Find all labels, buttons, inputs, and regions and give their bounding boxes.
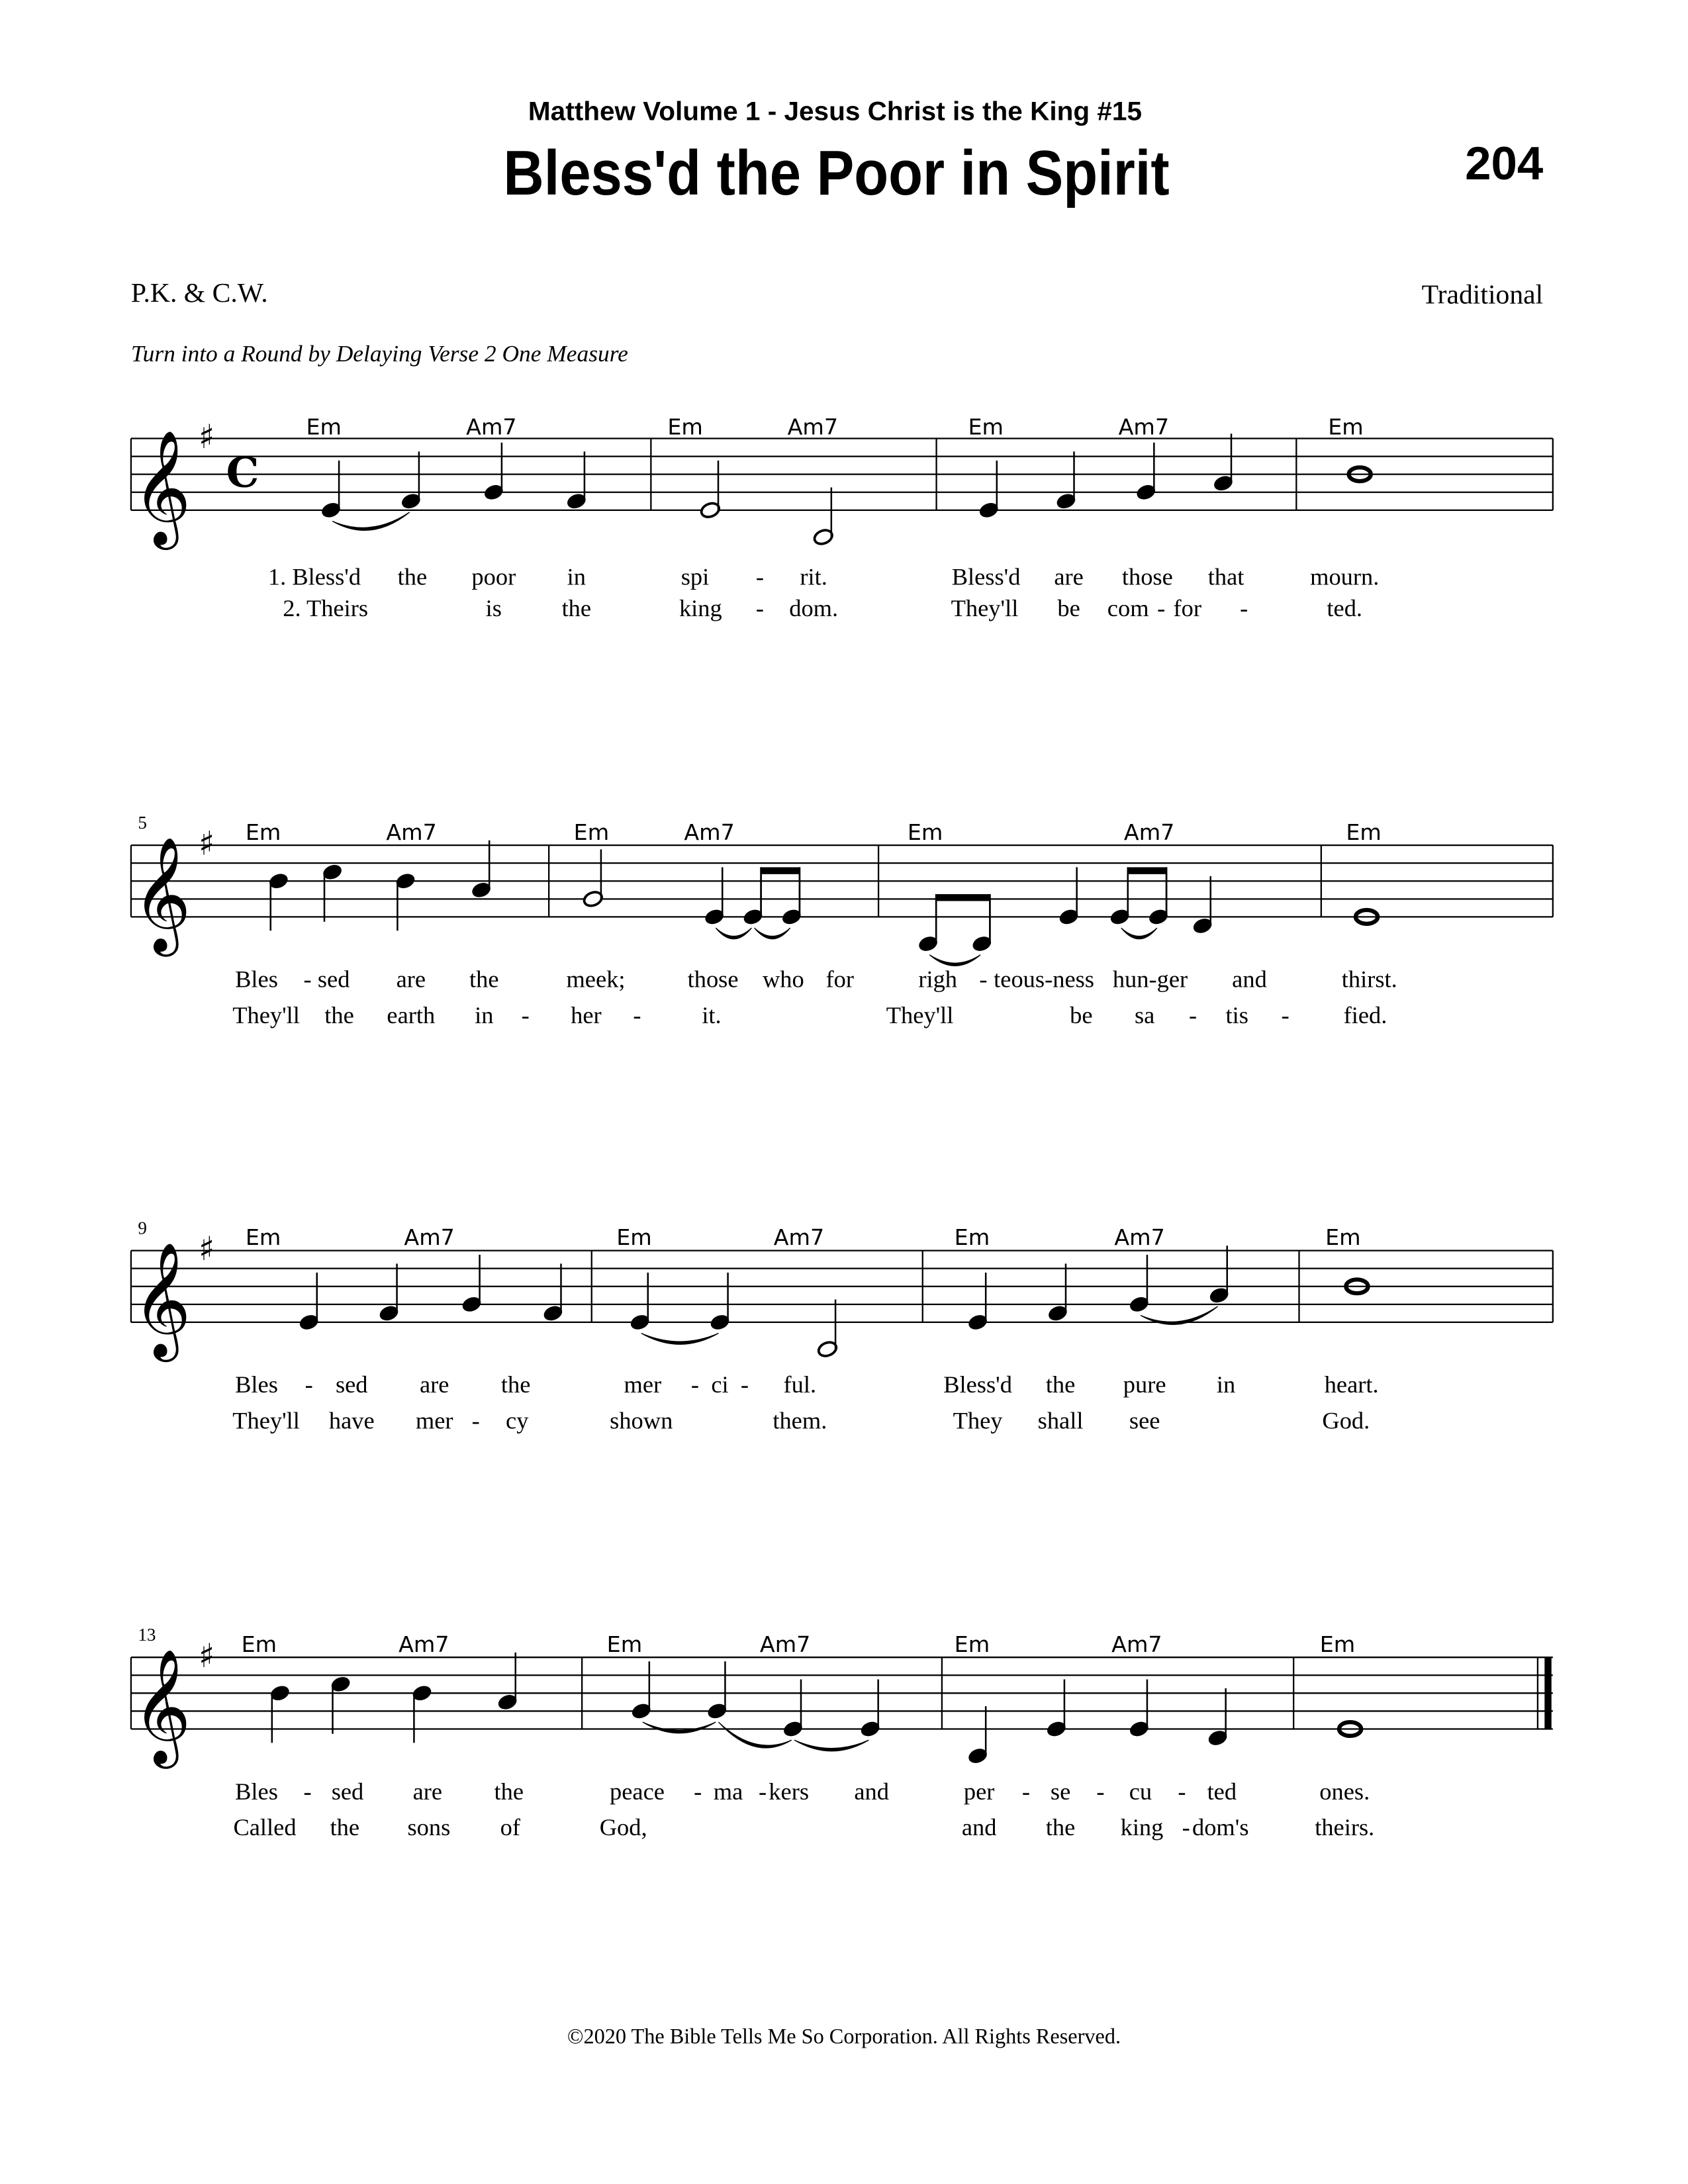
verse1-lyric-syllable: and [1232, 966, 1267, 993]
verse1-lyric-syllable: that [1207, 563, 1244, 590]
verse2-lyric-syllable: - [1182, 1813, 1190, 1841]
verse1-lyric-syllable: spi [680, 563, 710, 590]
verse2-lyric-syllable: shall [1037, 1407, 1084, 1434]
verse2-lyric-syllable: sons [407, 1813, 451, 1841]
verse2-lyric-syllable: dom. [789, 595, 839, 622]
verse1-lyric-syllable: hun-ger [1112, 966, 1188, 993]
performance-instruction: Turn into a Round by Delaying Verse 2 One Measure [130, 340, 628, 367]
song-number: 204 [1465, 137, 1544, 190]
verse2-lyric-syllable: the [1045, 1813, 1076, 1841]
verse2-lyric-syllable: - [471, 1407, 480, 1434]
verse1-lyric-syllable: ful. [783, 1371, 817, 1398]
chord-symbol: Am7 [1111, 1631, 1162, 1657]
verse1-lyric-syllable: - [694, 1778, 702, 1805]
measure-number: 5 [138, 813, 147, 833]
chord-symbol: Em [667, 414, 703, 440]
verse1-lyric-syllable: - [303, 1778, 312, 1805]
lyricist-credit: P.K. & C.W. [130, 278, 268, 309]
verse1-lyric-syllable: ones. [1319, 1778, 1370, 1805]
verse2-lyric-syllable: king [679, 595, 722, 622]
verse1-lyric-syllable: cu [1129, 1778, 1152, 1805]
verse1-lyric-syllable: - [740, 1371, 749, 1398]
chord-symbol: Am7 [684, 819, 735, 845]
verse1-lyric-syllable: in [1216, 1371, 1236, 1398]
verse1-lyric-syllable: poor [471, 563, 516, 590]
chord-symbol: Am7 [399, 1631, 449, 1657]
verse1-lyric-syllable: for [825, 966, 854, 993]
verse1-lyric-syllable: teous-ness [994, 966, 1094, 993]
verse1-lyric-syllable: Bles [235, 1371, 278, 1398]
verse2-lyric-syllable: earth [387, 1001, 436, 1028]
chord-symbol: Em [616, 1224, 652, 1251]
chord-symbol: Am7 [759, 1631, 811, 1657]
verse1-lyric-syllable: - [305, 1371, 313, 1398]
verse2-lyric-syllable: and [961, 1813, 997, 1841]
verse2-lyric-syllable: - [755, 595, 764, 622]
verse2-lyric-syllable: ted. [1327, 595, 1363, 622]
verse1-lyric-syllable: rit. [800, 563, 827, 590]
verse1-lyric-syllable: those [1121, 563, 1173, 590]
verse1-lyric-syllable: ted [1207, 1778, 1237, 1805]
verse1-lyric-syllable: - [1178, 1778, 1186, 1805]
chord-symbol: Em [573, 819, 610, 845]
verse1-lyric-syllable: are [412, 1778, 443, 1805]
chord-symbol: Em [606, 1631, 643, 1657]
verse2-lyric-syllable: dom's [1192, 1813, 1249, 1841]
verse1-lyric-syllable: sed [317, 966, 350, 993]
verse2-lyric-syllable: They'll [232, 1407, 300, 1434]
chord-symbol: Em [245, 1224, 281, 1251]
verse2-lyric-syllable: They [953, 1407, 1003, 1434]
verse2-lyric-syllable: - [633, 1001, 641, 1028]
verse1-lyric-syllable: the [494, 1778, 524, 1805]
chord-symbol: Em [245, 819, 281, 845]
chord-symbol: Em [968, 414, 1004, 440]
verse1-lyric-syllable: Bless'd [943, 1371, 1012, 1398]
verse2-lyric-syllable: king [1120, 1813, 1164, 1841]
verse2-lyric-syllable: the [561, 595, 592, 622]
beam [936, 894, 990, 901]
verse1-lyric-syllable: - [303, 966, 312, 993]
chord-symbol: Em [907, 819, 943, 845]
verse2-lyric-syllable: They'll [232, 1001, 300, 1028]
treble-clef-icon: 𝄞 [132, 1242, 191, 1357]
verse1-lyric-syllable: sed [331, 1778, 364, 1805]
verse1-lyric-syllable: Bles [235, 966, 278, 993]
verse1-lyric-syllable: in [567, 563, 586, 590]
chord-symbol: Em [1319, 1631, 1356, 1657]
verse1-lyric-syllable: the [500, 1371, 531, 1398]
verse2-lyric-syllable: her [571, 1001, 602, 1028]
verse1-lyric-syllable: are [396, 966, 426, 993]
verse2-lyric-syllable: shown [610, 1407, 673, 1434]
verse2-lyric-syllable: be [1070, 1001, 1093, 1028]
chord-symbol: Em [1346, 819, 1382, 845]
verse1-lyric-syllable: Bless'd [951, 563, 1021, 590]
verse2-lyric-syllable: Called [233, 1813, 297, 1841]
verse2-lyric-syllable: of [500, 1813, 521, 1841]
verse2-lyric-syllable: be [1057, 595, 1080, 622]
verse1-lyric-syllable: the [469, 966, 499, 993]
chord-symbol: Am7 [787, 414, 839, 440]
chord-symbol: Em [954, 1631, 990, 1657]
verse1-lyric-syllable: peace [610, 1778, 665, 1805]
verse2-lyric-syllable: it. [702, 1001, 722, 1028]
beam [761, 867, 800, 874]
verse1-lyric-syllable: per [963, 1778, 995, 1805]
verse1-lyric-syllable: 1. Bless'd [267, 563, 361, 590]
final-barline-thick [1544, 1657, 1551, 1729]
key-signature-sharp-icon: ♯ [199, 824, 215, 863]
verse1-lyric-syllable: righ [918, 966, 958, 993]
measure-number: 9 [138, 1218, 147, 1238]
verse2-lyric-syllable: is [485, 595, 502, 622]
verse1-lyric-syllable: - [759, 1778, 767, 1805]
verse2-lyric-syllable: They'll [886, 1001, 954, 1028]
verse1-lyric-syllable: - [979, 966, 988, 993]
verse2-lyric-syllable: the [324, 1001, 354, 1028]
verse2-lyric-syllable: God. [1322, 1407, 1370, 1434]
chord-symbol: Em [1325, 1224, 1361, 1251]
verse2-lyric-syllable: have [328, 1407, 375, 1434]
verse2-lyric-syllable: in [475, 1001, 494, 1028]
verse1-lyric-syllable: those [687, 966, 739, 993]
verse1-lyric-syllable: Bles [235, 1778, 278, 1805]
verse1-lyric-syllable: thirst. [1341, 966, 1397, 993]
verse1-lyric-syllable: mourn. [1310, 563, 1380, 590]
measure-number: 13 [138, 1625, 156, 1645]
verse1-lyric-syllable: are [1054, 563, 1084, 590]
copyright-notice: ©2020 The Bible Tells Me So Corporation. All Rights Reserved. [567, 2024, 1121, 2048]
key-signature-sharp-icon: ♯ [199, 1636, 215, 1675]
treble-clef-icon: 𝄞 [132, 837, 191, 952]
verse1-lyric-syllable: and [854, 1778, 889, 1805]
verse1-lyric-syllable: sed [335, 1371, 368, 1398]
verse1-lyric-syllable: meek; [566, 966, 626, 993]
verse2-lyric-syllable: see [1129, 1407, 1160, 1434]
verse1-lyric-syllable: mer [624, 1371, 662, 1398]
verse2-lyric-syllable: - [1157, 595, 1166, 622]
verse2-lyric-syllable: them. [773, 1407, 827, 1434]
verse1-lyric-syllable: - [690, 1371, 700, 1398]
chord-symbol: Am7 [773, 1224, 825, 1251]
verse1-lyric-syllable: heart. [1324, 1371, 1379, 1398]
chord-symbol: Am7 [386, 819, 437, 845]
verse1-lyric-syllable: kers [769, 1778, 810, 1805]
verse1-lyric-syllable: ci [711, 1371, 729, 1398]
chord-symbol: Am7 [1114, 1224, 1165, 1251]
verse2-lyric-syllable: cy [506, 1407, 529, 1434]
beam [1128, 867, 1166, 874]
treble-clef-icon: 𝄞 [132, 1649, 191, 1764]
verse1-lyric-syllable: the [397, 563, 428, 590]
chord-symbol: Am7 [1118, 414, 1170, 440]
verse1-lyric-syllable: pure [1123, 1371, 1166, 1398]
verse1-lyric-syllable: are [420, 1371, 449, 1398]
verse2-lyric-syllable: - [1240, 595, 1248, 622]
verse2-lyric-syllable: - [1281, 1001, 1289, 1028]
verse2-lyric-syllable: for [1173, 595, 1201, 622]
chord-symbol: Am7 [404, 1224, 455, 1251]
verse2-lyric-syllable: - [1189, 1001, 1197, 1028]
verse2-lyric-syllable: They'll [951, 595, 1019, 622]
collection-subtitle: Matthew Volume 1 - Jesus Christ is the King #15 [528, 97, 1142, 126]
composer-credit: Traditional [1421, 279, 1544, 310]
chord-symbol: Am7 [1123, 819, 1175, 845]
verse2-lyric-syllable: God, [599, 1813, 647, 1841]
verse1-lyric-syllable: who [762, 966, 804, 993]
song-title: Bless'd the Poor in Spirit [503, 137, 1170, 208]
verse2-lyric-syllable: 2. Theirs [283, 595, 369, 622]
verse2-lyric-syllable: - [521, 1001, 530, 1028]
key-signature-sharp-icon: ♯ [199, 418, 215, 457]
verse1-lyric-syllable: - [1021, 1778, 1031, 1805]
verse2-lyric-syllable: fied. [1343, 1001, 1387, 1028]
verse2-lyric-syllable: sa [1134, 1001, 1155, 1028]
verse2-lyric-syllable: tis [1225, 1001, 1248, 1028]
verse1-lyric-syllable: se [1050, 1778, 1071, 1805]
verse1-lyric-syllable: the [1045, 1371, 1076, 1398]
chord-symbol: Em [954, 1224, 990, 1251]
verse2-lyric-syllable: the [330, 1813, 360, 1841]
treble-clef-icon: 𝄞 [132, 430, 191, 545]
key-signature-sharp-icon: ♯ [199, 1230, 215, 1269]
verse1-lyric-syllable: - [755, 563, 764, 590]
verse2-lyric-syllable: com [1107, 595, 1149, 622]
time-signature: C [226, 447, 259, 497]
verse1-lyric-syllable: - [1096, 1778, 1105, 1805]
chord-symbol: Am7 [466, 414, 517, 440]
verse1-lyric-syllable: ma [713, 1778, 743, 1805]
verse2-lyric-syllable: mer [415, 1407, 453, 1434]
chord-symbol: Em [1328, 414, 1364, 440]
chord-symbol: Em [306, 414, 342, 440]
verse2-lyric-syllable: theirs. [1315, 1813, 1375, 1841]
chord-symbol: Em [241, 1631, 277, 1657]
